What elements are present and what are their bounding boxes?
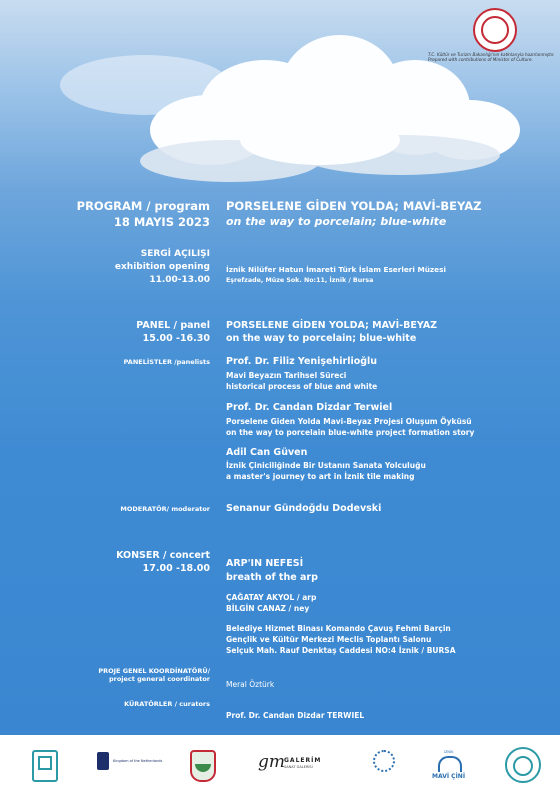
panelist-name: Adil Can Güven	[226, 447, 308, 458]
panelists-label: PANELİSTLER /panelists	[123, 358, 210, 366]
netherlands-logo	[97, 752, 163, 770]
panelist-topic-en: a master's journey to art in İznik tile making	[226, 472, 415, 481]
netherlands-text: Kingdom of the Netherlands	[113, 759, 163, 763]
mavi-cini-name: MAVİ ÇİNİ	[432, 773, 466, 780]
ministry-logo	[473, 8, 517, 52]
mavi-cini-logo	[432, 750, 468, 782]
concert-title: ARP'IN NEFESİ	[226, 558, 304, 569]
coordinator-label: PROJE GENEL KOORDİNATÖRÜ/	[98, 667, 210, 675]
exhibition-address: Eşrefzade, Müze Sok. No:11, İznik / Bursa	[226, 277, 374, 284]
iznik-vakfi-logo	[32, 750, 58, 782]
curators-label: KÜRATÖRLER / curators	[124, 700, 210, 708]
coordinator-name: Meral Öztürk	[226, 680, 275, 689]
galerim-name: GALERİM	[284, 757, 322, 764]
galerim-logo: gm GALERİM SANAT GALERİSİ	[258, 752, 322, 772]
concert-performer: ÇAĞATAY AKYOL / arp	[226, 593, 317, 602]
panel-subtitle: on the way to porcelain; blue-white	[226, 333, 417, 344]
iznik-municipality-logo	[190, 750, 216, 782]
moderator-name: Senanur Gündoğdu Dodevski	[226, 503, 382, 514]
concert-subtitle: breath of the arp	[226, 572, 318, 583]
program-subtitle: on the way to porcelain; blue-white	[226, 215, 447, 228]
concert-label: KONSER / concert	[116, 550, 210, 561]
exhibition-label-en: exhibition opening	[114, 262, 210, 272]
program-title: PORSELENE GİDEN YOLDA; MAVİ-BEYAZ	[226, 199, 482, 213]
concert-performer: BİLGİN CANAZ / ney	[226, 604, 310, 613]
ministry-credit: T.C. Kültür ve Turizm Bakanlığı'nın katkılarıyla hazırlanmıştır. Prepared with contributions of Ministor of Culture.	[428, 52, 555, 62]
program-date: 18 MAYIS 2023	[113, 215, 210, 229]
exhibition-venue: İznik Nilüfer Hatun İmareti Türk İslam Eserleri Müzesi	[226, 265, 446, 274]
panelist-topic-en: historical process of blue and white	[226, 382, 378, 391]
panel-title: PORSELENE GİDEN YOLDA; MAVİ-BEYAZ	[226, 320, 438, 331]
program-label: PROGRAM / program	[76, 199, 210, 213]
exhibition-label: SERGİ AÇILIŞI	[140, 249, 210, 259]
mavi-cini-top-label: İZNİK	[444, 750, 454, 754]
curators-name: Prof. Dr. Candan Dizdar TERWIEL	[226, 711, 365, 720]
panelist-topic-en: on the way to porcelain blue-white project formation story	[226, 428, 475, 437]
concert-time: 17.00 -18.00	[142, 563, 210, 574]
concert-venue: Gençlik ve Kültür Merkezi Meclis Toplantı Salonu	[226, 635, 432, 644]
exhibition-time: 11.00-13.00	[149, 275, 210, 285]
iznik-foundation-flower-logo	[373, 750, 395, 772]
panelist-topic: İznik Çiniciliğinde Bir Ustanın Sanata Yolculuğu	[226, 461, 426, 470]
panel-time: 15.00 -16.30	[142, 333, 210, 344]
panelist-topic: Porselene Giden Yolda Mavi-Beyaz Projesi Oluşum Öyküsü	[226, 417, 472, 426]
panel-label: PANEL / panel	[136, 320, 210, 331]
moderator-label: MODERATÖR/ moderator	[120, 505, 210, 513]
panelist-name: Prof. Dr. Filiz Yenişehirlioğlu	[226, 356, 378, 367]
iznik-seal-logo	[505, 747, 541, 783]
panelist-name: Prof. Dr. Candan Dizdar Terwiel	[226, 402, 393, 413]
galerim-subtitle: SANAT GALERİSİ	[284, 765, 313, 769]
concert-venue: Selçuk Mah. Rauf Denktaş Caddesi NO:4 İznik / BURSA	[226, 646, 456, 655]
coordinator-label-en: project general coordinator	[108, 675, 210, 683]
panelist-topic: Mavi Beyazın Tarihsel Süreci	[226, 371, 347, 380]
concert-venue: Belediye Hizmet Binası Komando Çavuş Fehmi Barçin	[226, 624, 451, 633]
